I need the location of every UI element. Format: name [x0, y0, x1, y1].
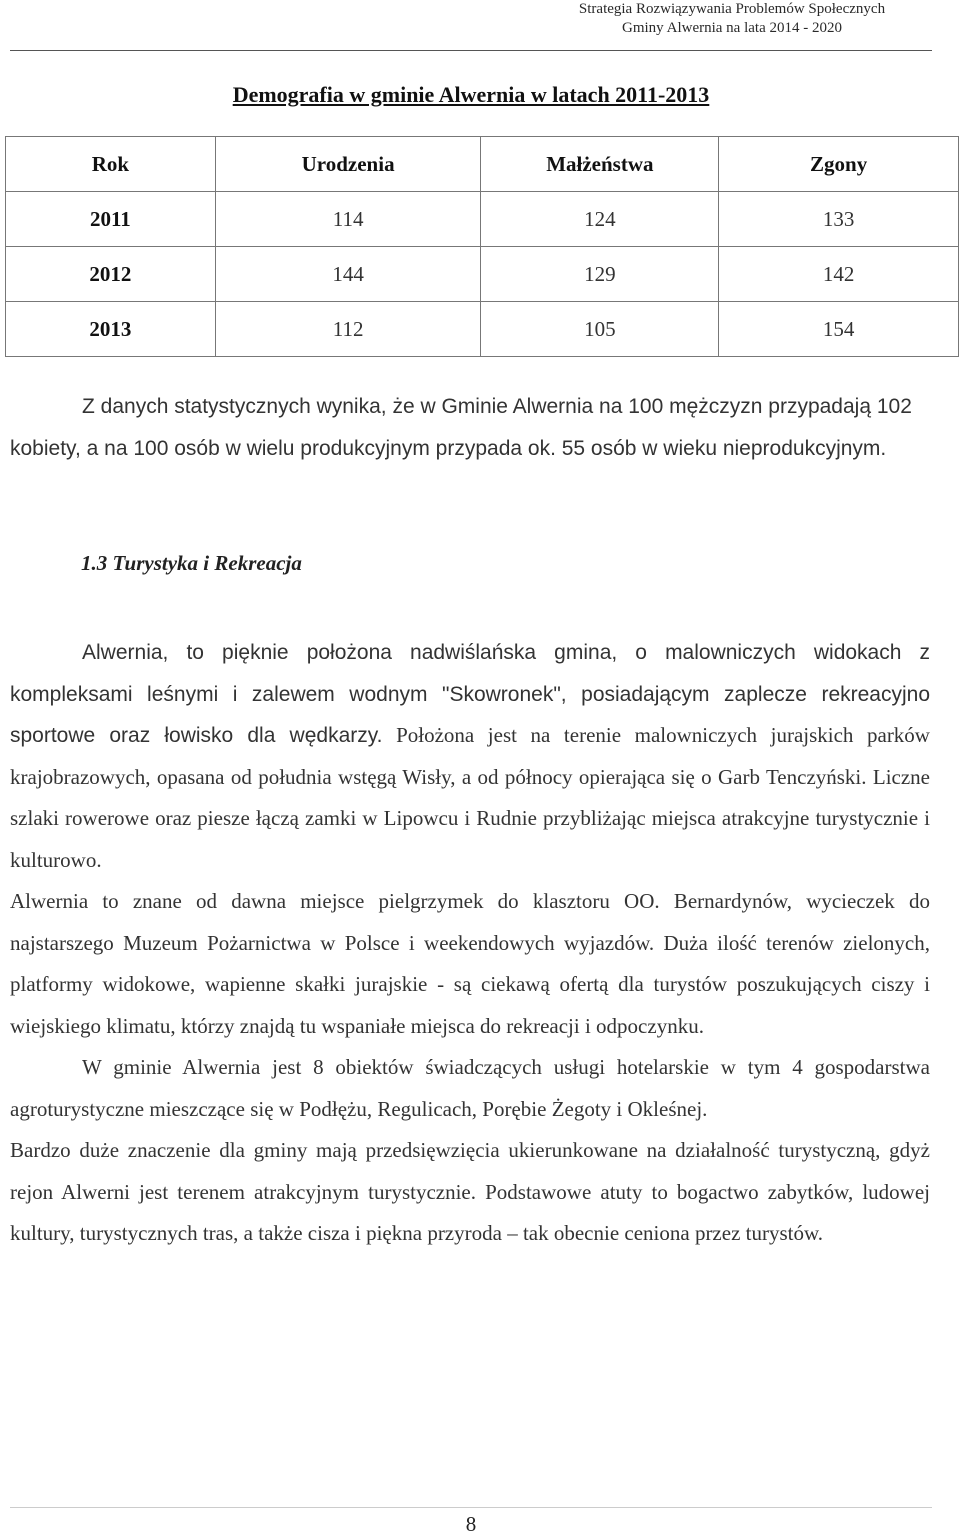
cell-year: 2011 — [6, 192, 216, 247]
table-row — [6, 302, 959, 357]
page-number: 8 — [465, 1512, 477, 1536]
running-header — [522, 0, 942, 38]
column-header-births: Urodzenia — [215, 137, 481, 192]
cell-year: 2013 — [6, 302, 216, 357]
cell-births: 144 — [215, 247, 481, 302]
paragraph-tourism-intro-part1: Alwernia, to pięknie położona nadwiślańska gmina, o malowniczych widokach z kompleksami leśnymi i zalewem wodnym "Skowronek", posiadającym zaplecze rekreacyjno sportowe oraz łowisko dla wędkarzy. — [10, 641, 930, 747]
table-row — [6, 192, 959, 247]
column-header-year: Rok — [6, 137, 216, 192]
table-row — [6, 247, 959, 302]
header-divider — [10, 50, 932, 51]
section-heading: 1.3 Turystyka i Rekreacja — [81, 551, 302, 575]
footer-divider — [10, 1507, 932, 1508]
column-header-marriages: Małżeństwa — [481, 137, 719, 192]
demography-table — [5, 136, 959, 357]
paragraph-significance: Bardzo duże znaczenie dla gminy mają przedsięwzięcia ukierunkowane na działalność turystyczną, gdyż rejon Alwerni jest terenem atrakcyjnym turystycznie. Podstawowe atuty to bogactwo zabytków, ludowej kultury, turystycznych tras, a także cisza i piękna przyroda – tak obecnie ceniona przez turystów. — [10, 1138, 930, 1245]
header-line-1: Strategia Rozwiązywania Problemów Społecznych — [578, 1, 886, 17]
cell-deaths: 133 — [719, 192, 959, 247]
paragraph-tourism-intro-part2: Położona jest na terenie malowniczych jurajskich parków krajobrazowych, opasana od południa wstęgą Wisły, a od północy opierająca się o Garb Tenczyński. Liczne szlaki rowerowe oraz piesze łączą zamki w Lipowcu i Rudnie przybliżając miejsca atrakcyjne turystycznie i kulturowo. — [10, 723, 930, 872]
table-title: Demografia w gminie Alwernia w latach 2011-2013 — [232, 82, 710, 107]
section-body — [10, 632, 930, 1255]
cell-year: 2012 — [6, 247, 216, 302]
table-header-row — [6, 137, 959, 192]
cell-births: 112 — [215, 302, 481, 357]
paragraph-pilgrimage: Alwernia to znane od dawna miejsce pielgrzymek do klasztoru OO. Bernardynów, wycieczek do najstarszego Muzeum Pożarnictwa w Polsce i weekendowych wyjazdów. Duża ilość terenów zielonych, platformy widokowe, wapienne skałki jurajskie - są ciekawą ofertą dla turystów poszukujących ciszy i wiejskiego klimatu, którzy znajdą tu wspaniałe miejsca do rekreacji i odpoczynku. — [10, 889, 930, 1038]
paragraph-accommodation: W gminie Alwernia jest 8 obiektów świadczących usługi hotelarskie w tym 4 gospodarstwa agroturystyczne mieszczące się w Podłężu, Regulicach, Porębie Żegoty i Okleśnej. — [10, 1055, 930, 1121]
cell-deaths: 154 — [719, 302, 959, 357]
column-header-deaths: Zgony — [719, 137, 959, 192]
cell-deaths: 142 — [719, 247, 959, 302]
cell-births: 114 — [215, 192, 481, 247]
paragraph-tourism-intro — [10, 632, 930, 881]
header-line-2: Gminy Alwernia na lata 2014 - 2020 — [622, 20, 842, 36]
cell-marriages: 124 — [481, 192, 719, 247]
cell-marriages: 105 — [481, 302, 719, 357]
cell-marriages: 129 — [481, 247, 719, 302]
demographics-paragraph: Z danych statystycznych wynika, że w Gminie Alwernia na 100 mężczyzn przypadają 102 kobiety, a na 100 osób w wielu produkcyjnym przypada ok. 55 osób w wieku nieprodukcyjnym. — [10, 395, 912, 460]
